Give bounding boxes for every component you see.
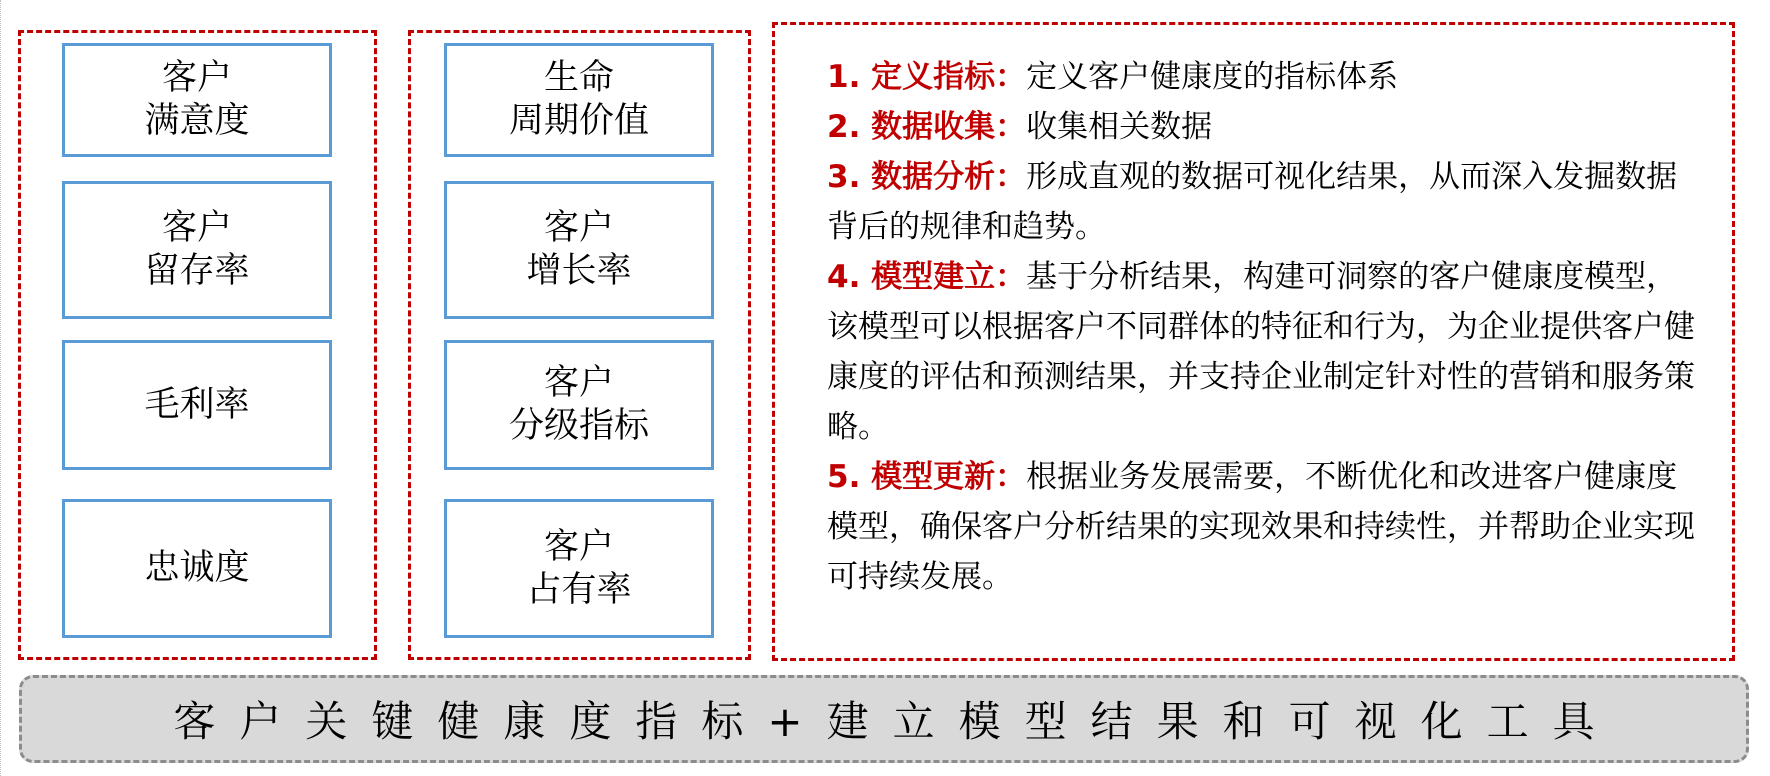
summary-bar <box>19 675 1749 763</box>
step-title: 3. 数据分析： <box>827 159 1027 195</box>
metric-label: 客户 满意度 <box>144 58 250 141</box>
step-title: 2. 数据收集： <box>827 109 1027 145</box>
metric-box-customer-share <box>444 499 714 638</box>
summary-bar-text: 客户关键健康度指标+建立模型结果和可视化工具 <box>173 697 1619 746</box>
metric-label: 客户 分级指标 <box>508 363 649 446</box>
step-text: 基于分析结果，构建可洞察的客户健康度模型，该模型可以根据客户不同群体的特征和行为，为企业提供客户健康度的评估和预测结果，并支持企业制定针对性的营销和服务策略。 <box>827 259 1695 445</box>
step-title: 1. 定义指标： <box>827 59 1027 95</box>
metric-label: 客户 留存率 <box>144 208 250 291</box>
metric-box-customer-growth <box>444 181 714 319</box>
metric-box-lifetime-value <box>444 43 714 157</box>
metric-label: 客户 占有率 <box>526 526 632 610</box>
page-edge-line <box>0 0 1 776</box>
metric-label: 生命 周期价值 <box>508 58 649 141</box>
metric-box-customer-satisfaction <box>62 43 332 157</box>
step-text: 根据业务发展需要，不断优化和改进客户健康度模型，确保客户分析结果的实现效果和持续性，并帮助企业实现可持续发展。 <box>827 459 1695 595</box>
step-title: 4. 模型建立： <box>827 259 1027 295</box>
metric-box-gross-margin <box>62 340 332 470</box>
step-item <box>827 152 1707 252</box>
step-text: 形成直观的数据可视化结果，从而深入发掘数据背后的规律和趋势。 <box>827 159 1678 245</box>
process-steps-list <box>827 52 1707 602</box>
step-text: 定义客户健康度的指标体系 <box>1026 59 1399 95</box>
metric-label: 客户 增长率 <box>526 208 632 291</box>
step-item <box>827 452 1707 602</box>
step-text: 收集相关数据 <box>1026 109 1213 145</box>
step-title: 5. 模型更新： <box>827 459 1027 495</box>
metric-label: 毛利率 <box>144 384 250 425</box>
metric-box-customer-tier <box>444 340 714 470</box>
metric-label: 忠诚度 <box>144 548 250 588</box>
step-item <box>827 252 1707 452</box>
step-item <box>827 52 1707 102</box>
step-item <box>827 102 1707 152</box>
metric-box-loyalty <box>62 499 332 638</box>
metric-box-customer-retention <box>62 181 332 319</box>
